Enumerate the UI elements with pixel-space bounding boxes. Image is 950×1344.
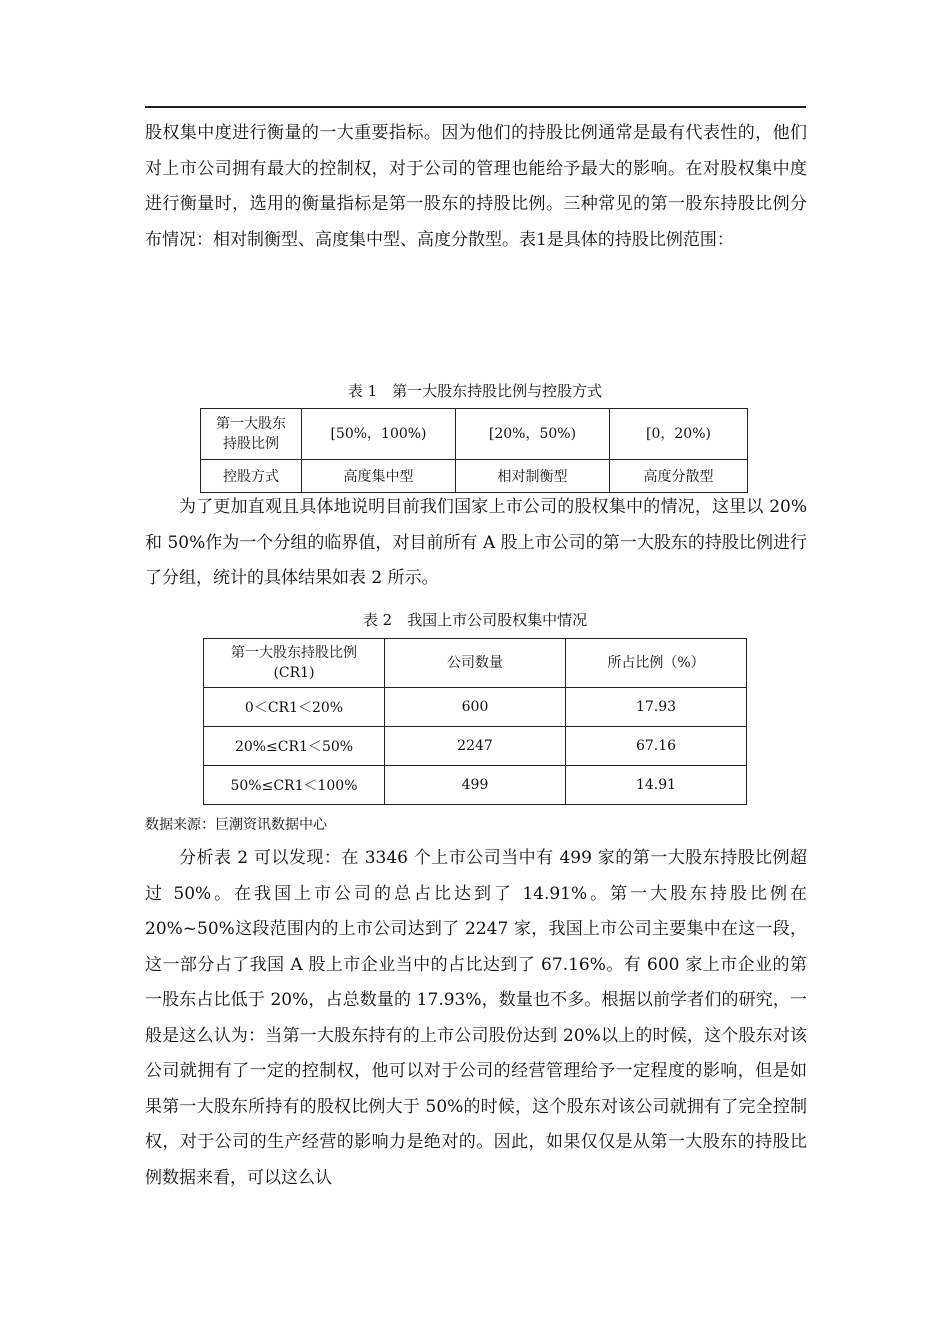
table-cell: 2247: [385, 727, 566, 766]
table1-row2-header: 控股方式: [201, 460, 302, 493]
table2-header-range-line1: 第一大股东持股比例: [231, 645, 357, 661]
table-cell: 499: [385, 766, 566, 805]
table1-shareholding-ratio: [200, 408, 748, 493]
table-header-row: [204, 639, 747, 688]
table-cell: 0＜CR1＜20%: [204, 688, 385, 727]
source-note: 数据来源：巨潮资讯数据中心: [145, 817, 327, 833]
table-cell: [0，20%): [610, 409, 748, 460]
table1-row1-header-line1: 第一大股东: [216, 416, 286, 432]
table-cell: 67.16: [566, 727, 747, 766]
table-row: [201, 409, 748, 460]
middle-paragraph: 为了更加直观且具体地说明目前我们国家上市公司的股权集中的情况，这里以 20%和 50%作为一个分组的临界值，对目前所有 A 股上市公司的第一大股东的持股比例进行了分组，统计的具体结果如表 2 所示。: [145, 497, 807, 588]
table-cell: 相对制衡型: [456, 460, 610, 493]
table-cell: 17.93: [566, 688, 747, 727]
table-cell: [20%，50%): [456, 409, 610, 460]
intro-paragraph: 股权集中度进行衡量的一大重要指标。因为他们的持股比例通常是最有代表性的，他们对上市公司拥有最大的控制权，对于公司的管理也能给予最大的影响。在对股权集中度进行衡量时，选用的衡量指标是第一股东的持股比例。三种常见的第一股东持股比例分布情况：相对制衡型、高度集中型、高度分散型。表1是具体的持股比例范围：: [145, 123, 807, 250]
table2-ownership-concentration: [203, 638, 747, 805]
table-row: [201, 460, 748, 493]
table-cell: 600: [385, 688, 566, 727]
table-cell: [50%，100%): [302, 409, 456, 460]
table-row: [204, 766, 747, 805]
table1-caption: 表 1 第一大股东持股比例与控股方式: [347, 382, 603, 400]
header-rule: [145, 106, 806, 108]
table-cell: 50%≤CR1＜100%: [204, 766, 385, 805]
table2-header-range: [204, 639, 385, 688]
table2-header-count: 公司数量: [385, 639, 566, 688]
table2-caption: 表 2 我国上市公司股权集中情况: [362, 611, 588, 629]
table-cell: 20%≤CR1＜50%: [204, 727, 385, 766]
table-cell: 14.91: [566, 766, 747, 805]
table-row: [204, 727, 747, 766]
table1-row1-header: [201, 409, 302, 460]
table-row: [204, 688, 747, 727]
table1-row1-header-line2: 持股比例: [223, 436, 279, 452]
table-cell: 高度集中型: [302, 460, 456, 493]
table2-header-percent: 所占比例（%）: [566, 639, 747, 688]
table2-header-range-line2: (CR1): [273, 665, 315, 681]
analysis-paragraph: 分析表 2 可以发现：在 3346 个上市公司当中有 499 家的第一大股东持股比例超过 50%。在我国上市公司的总占比达到了 14.91%。第一大股东持股比例在 20%~50%这段范围内的上市公司达到了 2247 家，我国上市公司主要集中在这一段，这一部分占了我国 A 股上市企业当中的占比达到了 67.16%。有 600 家上市企业的第一股东占比低于 20%，占总数量的 17.93%，数量也不多。根据以前学者们的研究，一般是这么认为：当第一大股东持有的上市公司股份达到 20%以上的时候，这个股东对该公司就拥有了一定的控制权，他可以对于公司的经营管理给予一定程度的影响，但是如果第一大股东所持有的股权比例大于 50%的时候，这个股东对该公司就拥有了完全控制权，对于公司的生产经营的影响力是绝对的。因此，如果仅仅是从第一大股东的持股比例数据来看，可以这么认: [145, 848, 807, 1188]
table-cell: 高度分散型: [610, 460, 748, 493]
